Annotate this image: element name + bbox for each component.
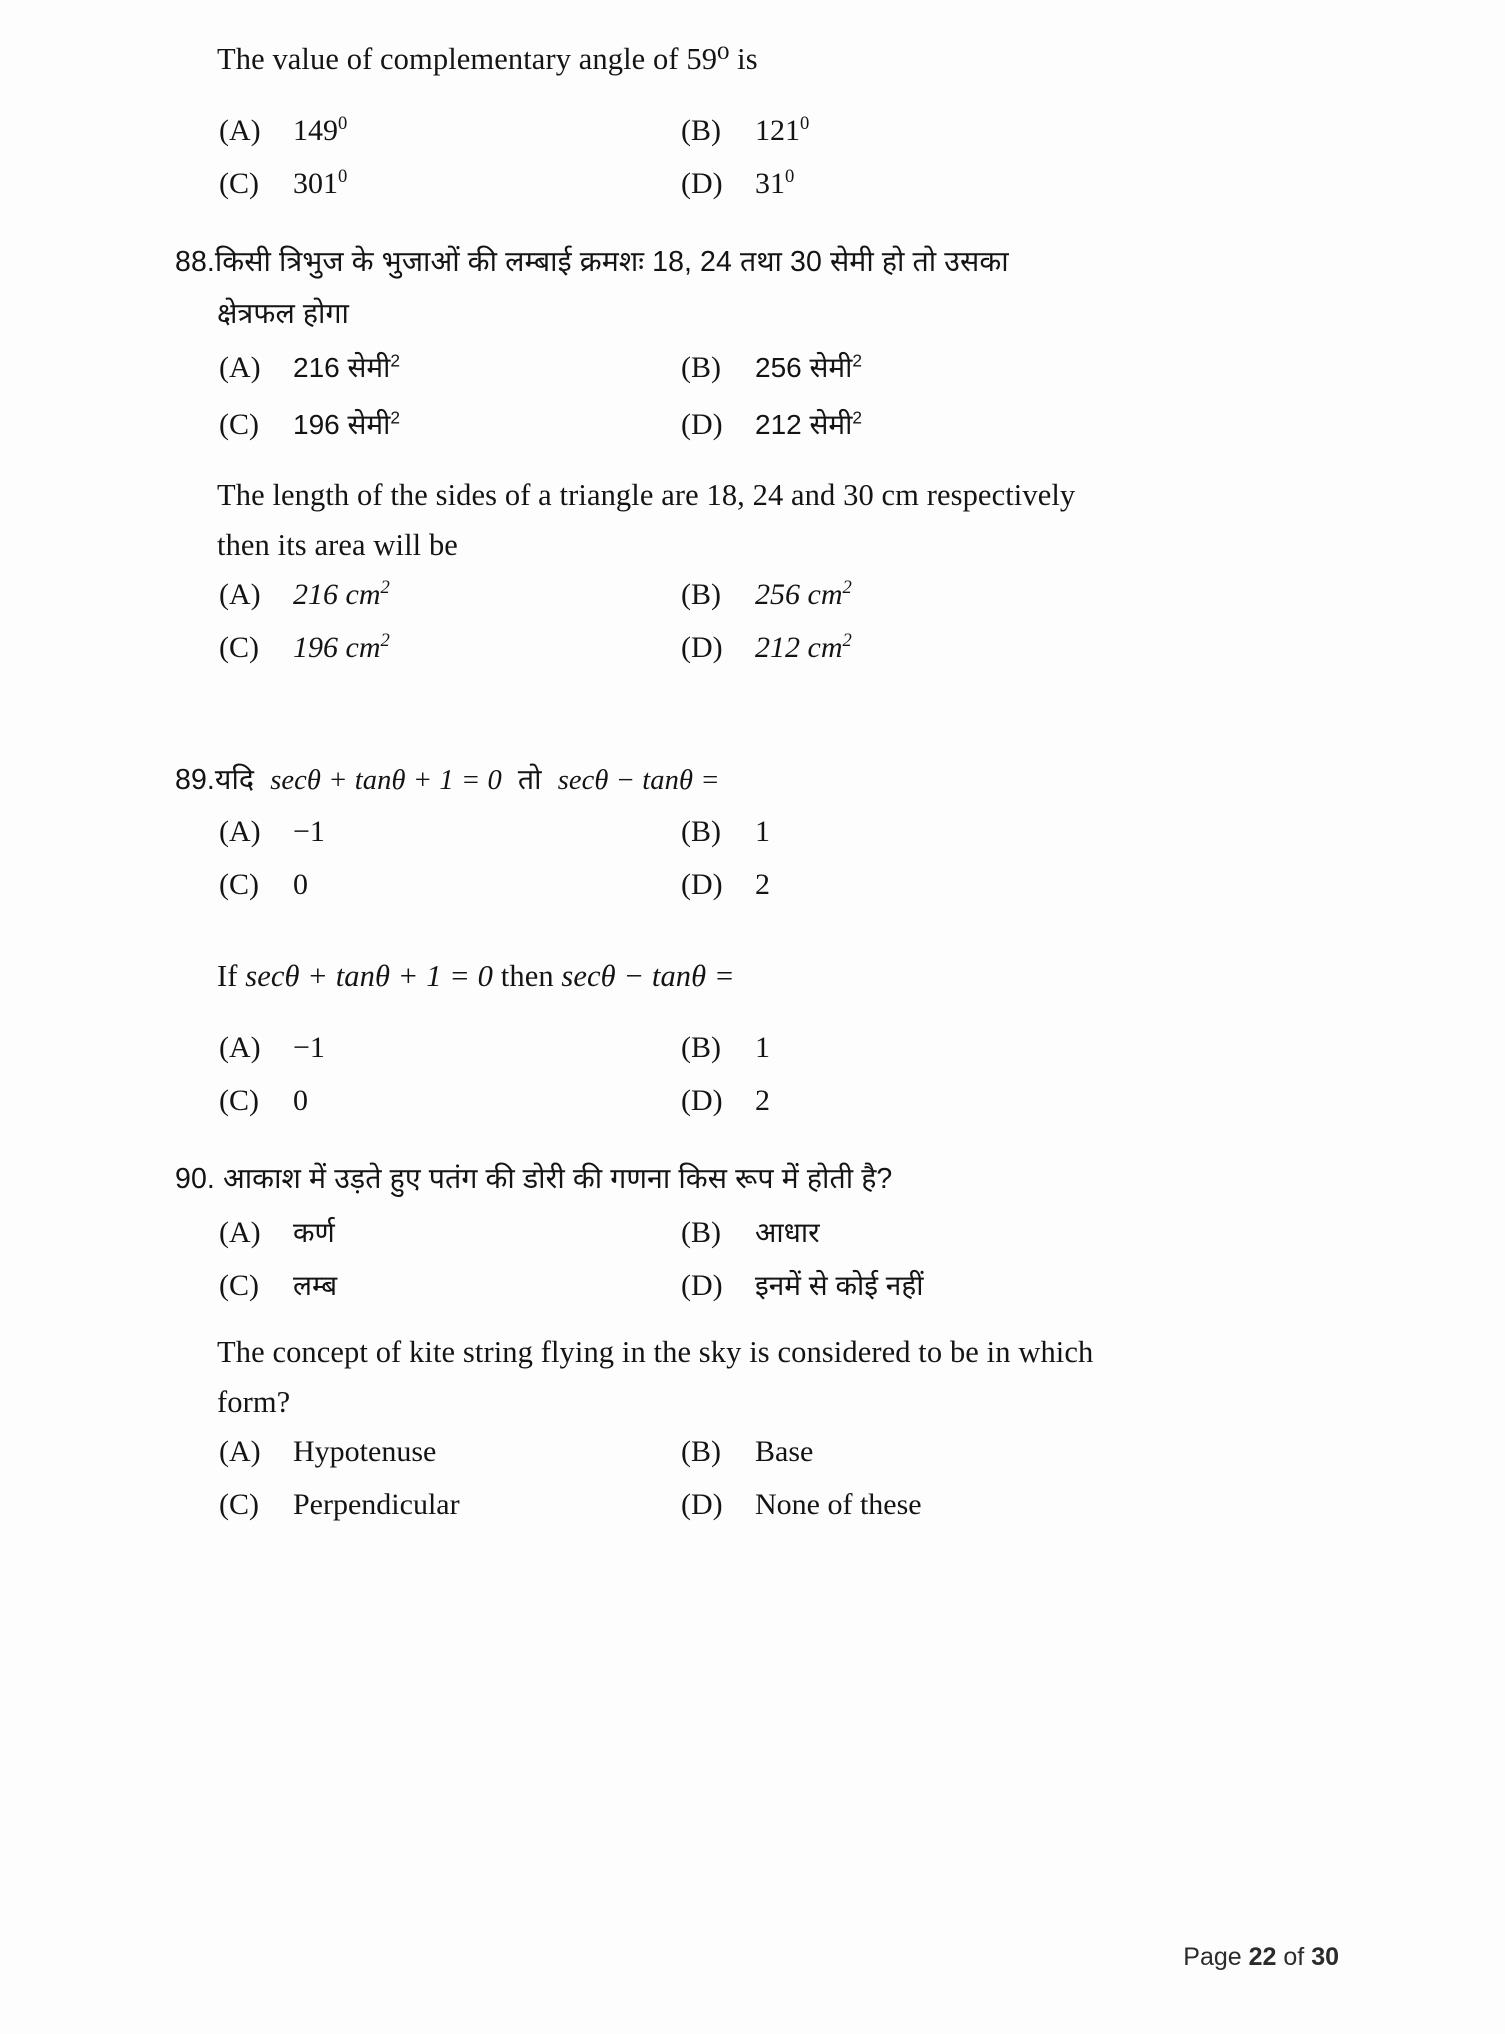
option-label: (D) [681, 1269, 723, 1302]
option-value: 1 [755, 1031, 770, 1064]
option-value: 216 $cm^2$ [293, 577, 390, 611]
option-label: (A) [219, 114, 261, 147]
option-a[interactable] [219, 1435, 681, 1488]
square-superscript: 2 [842, 630, 852, 651]
question-stem [175, 1153, 1305, 1205]
option-label: (B) [681, 578, 721, 611]
option-row [175, 1031, 1305, 1084]
option-label: (D) [681, 408, 723, 441]
degree-superscript: 0 [785, 166, 795, 187]
square-superscript: 2 [852, 407, 863, 428]
question-text-prefix: If [217, 959, 238, 993]
question-text: आकाश में उड़ते हुए पतंग की डोरी की गणना किस रूप में होती है? [222, 1163, 893, 1195]
option-b[interactable] [681, 815, 1141, 868]
question-stem: The value of complementary angle of 59⁰ is [217, 42, 758, 76]
option-label: (B) [681, 1216, 721, 1249]
question-text-mid: तो [517, 764, 542, 796]
option-label: (A) [219, 351, 261, 384]
option-value: $121^0$ [755, 113, 810, 147]
option-row [175, 1488, 1305, 1541]
option-label: (D) [681, 1488, 723, 1521]
option-value: 216 सेमी$^2$ [293, 350, 401, 383]
option-label: (C) [219, 631, 259, 664]
option-a[interactable] [219, 815, 681, 868]
question-q90-english [175, 1327, 1305, 1541]
option-label: (A) [219, 1435, 261, 1468]
page-footer [1183, 1943, 1339, 1972]
option-row [175, 348, 1305, 405]
footer-prefix: Page [1183, 1943, 1249, 1971]
option-label: (B) [681, 815, 721, 848]
option-value: लम्ब [293, 1270, 338, 1301]
option-d[interactable] [681, 167, 1141, 220]
option-label: (C) [219, 1084, 259, 1117]
option-value: −1 [293, 815, 325, 848]
option-value: 0 [293, 1084, 308, 1117]
option-c[interactable] [219, 868, 681, 921]
option-label: (B) [681, 351, 721, 384]
question-text-prefix: यदि [214, 764, 255, 796]
option-c[interactable] [219, 631, 681, 684]
question-stem-line-1 [175, 236, 1305, 288]
option-row [175, 1435, 1305, 1488]
option-value: $301^0$ [293, 166, 348, 200]
option-value: 2 [755, 1084, 770, 1117]
math-expression-2: secθ − tanθ = [557, 765, 720, 796]
option-label: (C) [219, 167, 259, 200]
option-row [175, 1266, 1305, 1319]
option-c[interactable] [219, 1084, 681, 1137]
option-a[interactable] [219, 578, 681, 631]
option-label: (B) [681, 1435, 721, 1468]
option-b[interactable] [681, 114, 1141, 167]
option-label: (A) [219, 1216, 261, 1249]
option-d[interactable] [681, 1266, 1141, 1319]
question-stem-line-1: The concept of kite string flying in the sky is considered to be in which [217, 1335, 1094, 1369]
option-value: 1 [755, 815, 770, 848]
question-q90-hindi [175, 1153, 1305, 1319]
option-value: 212 सेमी$^2$ [755, 407, 863, 440]
option-value: 212 $cm^2$ [755, 630, 852, 664]
option-b[interactable] [681, 1031, 1141, 1084]
option-b[interactable] [681, 1213, 1141, 1266]
option-label: (D) [681, 631, 723, 664]
option-value: आधार [755, 1217, 820, 1248]
square-superscript: 2 [390, 407, 401, 428]
option-row [175, 1084, 1305, 1137]
degree-superscript: 0 [338, 113, 348, 134]
question-text: किसी त्रिभुज के भुजाओं की लम्बाई क्रमशः 18, 24 तथा 30 सेमी हो तो उसका [214, 246, 1009, 278]
question-number: 89. [175, 764, 215, 796]
option-value: $149^0$ [293, 113, 348, 147]
question-q88-english [175, 470, 1305, 684]
option-c[interactable] [219, 405, 681, 462]
math-expression-1: secθ + tanθ + 1 = 0 [245, 959, 494, 993]
degree-superscript: 0 [800, 113, 810, 134]
option-value: Hypotenuse [293, 1435, 437, 1468]
option-label: (D) [681, 868, 723, 901]
footer-total-pages: 30 [1311, 1943, 1339, 1971]
option-label: (D) [681, 167, 723, 200]
option-c[interactable] [219, 1266, 681, 1319]
option-d[interactable] [681, 631, 1141, 684]
square-superscript: 2 [380, 630, 390, 651]
option-value: 196 सेमी$^2$ [293, 407, 401, 440]
option-label: (A) [219, 815, 261, 848]
question-stem-line-2: क्षेत्रफल होगा [217, 298, 350, 330]
option-row [175, 114, 1305, 167]
option-label: (C) [219, 868, 259, 901]
question-number: 90. [175, 1163, 215, 1195]
option-value: $31^0$ [755, 166, 795, 200]
option-value: Perpendicular [293, 1488, 460, 1521]
option-row [175, 631, 1305, 684]
option-value: 256 सेमी$^2$ [755, 350, 863, 383]
question-q89-hindi [175, 754, 1305, 921]
option-row [175, 167, 1305, 220]
math-expression-1: secθ + tanθ + 1 = 0 [270, 765, 502, 796]
square-superscript: 2 [842, 577, 852, 598]
option-value: कर्ण [293, 1217, 335, 1248]
option-b[interactable] [681, 1435, 1141, 1488]
option-label: (C) [219, 408, 259, 441]
option-a[interactable] [219, 348, 681, 405]
question-stem-line-2: then its area will be [217, 528, 458, 562]
option-label: (A) [219, 578, 261, 611]
option-a[interactable] [219, 1031, 681, 1084]
question-number: 88. [175, 246, 215, 278]
option-value: 0 [293, 868, 308, 901]
degree-superscript: 0 [338, 166, 348, 187]
question-q88-hindi [175, 236, 1305, 462]
square-superscript: 2 [852, 350, 863, 371]
option-d[interactable] [681, 405, 1141, 462]
question-q89-english [175, 951, 1305, 1137]
option-value: इनमें से कोई नहीं [755, 1270, 924, 1301]
option-a[interactable] [219, 1213, 681, 1266]
option-c[interactable] [219, 1488, 681, 1541]
option-label: (C) [219, 1488, 259, 1521]
question-stem [175, 754, 1305, 807]
option-value: 2 [755, 868, 770, 901]
option-d[interactable] [681, 868, 1141, 921]
option-row [175, 578, 1305, 631]
option-label: (D) [681, 1084, 723, 1117]
footer-page-number: 22 [1248, 1943, 1277, 1971]
question-stem-line-2: form? [217, 1385, 291, 1419]
option-label: (A) [219, 1031, 261, 1064]
square-superscript: 2 [380, 577, 390, 598]
option-b[interactable] [681, 348, 1141, 405]
option-row [175, 405, 1305, 462]
question-q87-english [175, 34, 1305, 220]
question-text-mid: then [500, 959, 554, 993]
question-stem [175, 951, 1305, 1001]
option-b[interactable] [681, 578, 1141, 631]
option-row [175, 815, 1305, 868]
option-value: None of these [755, 1488, 922, 1521]
option-label: (B) [681, 114, 721, 147]
option-value: Base [755, 1435, 814, 1468]
option-d[interactable] [681, 1488, 1141, 1541]
math-expression-2: secθ − tanθ = [561, 959, 735, 993]
option-a[interactable] [219, 114, 681, 167]
option-value: 256 $cm^2$ [755, 577, 852, 611]
page-content [175, 34, 1305, 1541]
option-label: (B) [681, 1031, 721, 1064]
option-d[interactable] [681, 1084, 1141, 1137]
square-superscript: 2 [390, 350, 401, 371]
option-c[interactable] [219, 167, 681, 220]
option-label: (C) [219, 1269, 259, 1302]
option-value: 196 $cm^2$ [293, 630, 390, 664]
option-row [175, 868, 1305, 921]
footer-separator: of [1276, 1943, 1312, 1971]
option-value: −1 [293, 1031, 325, 1064]
option-row [175, 1213, 1305, 1266]
question-stem-line-1: The length of the sides of a triangle are 18, 24 and 30 cm respectively [217, 478, 1076, 512]
